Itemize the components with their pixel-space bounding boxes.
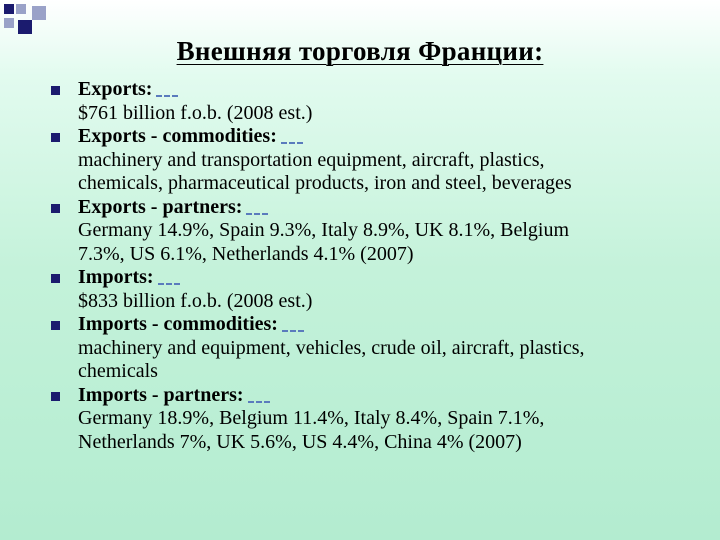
square-bullet-icon [51,392,60,401]
item-text-line: Netherlands 7%, UK 5.6%, US 4.4%, China 4% (2007) [78,430,522,453]
item-text-line: Germany 18.9%, Belgium 11.4%, Italy 8.4%, Spain 7.1%, [78,407,545,429]
list-item-exports-partners [44,196,710,267]
item-label[interactable]: Imports: [78,266,154,288]
list-item-imports-partners [44,384,710,455]
trade-list [44,78,710,454]
item-text-line: machinery and equipment, vehicles, crude oil, aircraft, plastics, [78,336,585,359]
square-bullet-icon [51,86,60,95]
item-text-line: chemicals [78,360,158,382]
item-heading [78,313,710,337]
item-label[interactable]: Imports - commodities: [78,313,278,335]
item-label[interactable]: Exports - commodities: [78,125,277,147]
item-heading [78,78,710,102]
list-item-exports [44,78,710,125]
item-label[interactable]: Imports - partners: [78,383,244,406]
item-text-line: chemicals, pharmaceutical products, iron and steel, beverages [78,172,572,194]
list-item-imports-commodities [44,313,710,384]
item-text-line: $761 billion f.o.b. (2008 est.) [78,101,313,124]
hyperlink-dash-icon[interactable] [156,94,178,97]
item-label[interactable]: Exports - partners: [78,195,243,218]
item-heading [78,125,710,149]
item-text-line: Germany 14.9%, Spain 9.3%, Italy 8.9%, UK 8.1%, Belgium [78,219,570,241]
hyperlink-dash-icon[interactable] [158,282,180,285]
slide-title: Внешняя торговля Франции: [176,36,544,66]
item-heading [78,266,710,290]
hyperlink-dash-icon[interactable] [246,212,268,215]
list-item-imports [44,266,710,313]
item-text-line: 7.3%, US 6.1%, Netherlands 4.1% (2007) [78,242,414,265]
item-text-line: $833 billion f.o.b. (2008 est.) [78,289,313,312]
square-bullet-icon [51,274,60,283]
hyperlink-dash-icon[interactable] [281,141,303,144]
square-bullet-icon [51,133,60,142]
item-label[interactable]: Exports: [78,78,153,100]
square-bullet-icon [51,321,60,330]
item-heading [78,196,710,220]
list-item-exports-commodities [44,125,710,196]
item-text-line: machinery and transportation equipment, aircraft, plastics, [78,148,545,171]
item-heading [78,384,710,408]
square-bullet-icon [51,204,60,213]
hyperlink-dash-icon[interactable] [248,400,270,403]
hyperlink-dash-icon[interactable] [282,329,304,332]
